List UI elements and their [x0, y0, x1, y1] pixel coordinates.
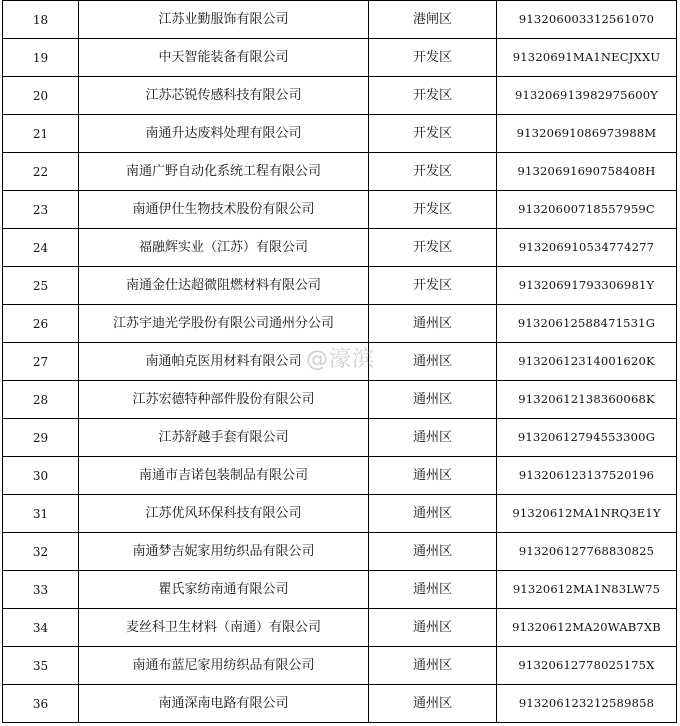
district-cell: 通州区	[369, 343, 497, 381]
row-number-cell: 26	[3, 305, 79, 343]
row-number-cell: 19	[3, 39, 79, 77]
row-number-cell: 18	[3, 1, 79, 39]
table-row	[3, 571, 677, 609]
district-cell: 通州区	[369, 533, 497, 571]
district-cell: 通州区	[369, 381, 497, 419]
company-name-cell: 中天智能装备有限公司	[79, 39, 369, 77]
table-row	[3, 495, 677, 533]
table-row	[3, 305, 677, 343]
district-cell: 通州区	[369, 685, 497, 723]
company-name-cell: 江苏业勤服饰有限公司	[79, 1, 369, 39]
company-name-cell: 南通深南电路有限公司	[79, 685, 369, 723]
company-name-cell: 福融辉实业（江苏）有限公司	[79, 229, 369, 267]
row-number-cell: 35	[3, 647, 79, 685]
table-row	[3, 685, 677, 723]
credit-code-cell: 91320612314001620K	[497, 343, 677, 381]
district-cell: 开发区	[369, 191, 497, 229]
row-number-cell: 34	[3, 609, 79, 647]
credit-code-cell: 91320612MA1N83LW75	[497, 571, 677, 609]
watermark: @濠滨	[306, 347, 376, 372]
district-cell: 开发区	[369, 115, 497, 153]
table-row	[3, 115, 677, 153]
table-row	[3, 267, 677, 305]
company-name-cell: 江苏宇迪光学股份有限公司通州分公司	[79, 305, 369, 343]
company-name-cell: 江苏宏德特种部件股份有限公司	[79, 381, 369, 419]
table-row	[3, 457, 677, 495]
district-cell: 通州区	[369, 305, 497, 343]
credit-code-cell: 913206003312561070	[497, 1, 677, 39]
company-name-cell: 江苏芯锐传感科技有限公司	[79, 77, 369, 115]
row-number-cell: 21	[3, 115, 79, 153]
district-cell: 港闸区	[369, 1, 497, 39]
table-row	[3, 77, 677, 115]
credit-code-cell: 913206127768830825	[497, 533, 677, 571]
credit-code-cell: 91320691086973988M	[497, 115, 677, 153]
row-number-cell: 27	[3, 343, 79, 381]
company-table-body	[3, 1, 677, 723]
table-row	[3, 191, 677, 229]
credit-code-cell: 91320612794553300G	[497, 419, 677, 457]
district-cell: 开发区	[369, 153, 497, 191]
table-row	[3, 533, 677, 571]
district-cell: 通州区	[369, 419, 497, 457]
district-cell: 通州区	[369, 609, 497, 647]
company-name-cell: 麦丝科卫生材料（南通）有限公司	[79, 609, 369, 647]
credit-code-cell: 913206123137520196	[497, 457, 677, 495]
row-number-cell: 23	[3, 191, 79, 229]
credit-code-cell: 91320612778025175X	[497, 647, 677, 685]
company-name-cell: 南通帕克医用材料有限公司	[79, 343, 369, 381]
credit-code-cell: 91320600718557959C	[497, 191, 677, 229]
credit-code-cell: 913206123212589858	[497, 685, 677, 723]
company-name-cell: 南通伊仕生物技术股份有限公司	[79, 191, 369, 229]
district-cell: 通州区	[369, 457, 497, 495]
credit-code-cell: 91320691MA1NECJXXU	[497, 39, 677, 77]
district-cell: 通州区	[369, 647, 497, 685]
company-table	[2, 0, 677, 723]
row-number-cell: 31	[3, 495, 79, 533]
district-cell: 开发区	[369, 267, 497, 305]
table-row	[3, 343, 677, 381]
credit-code-cell: 91320612138360068K	[497, 381, 677, 419]
table-row	[3, 381, 677, 419]
credit-code-cell: 91320691690758408H	[497, 153, 677, 191]
table-row	[3, 39, 677, 77]
company-name-cell: 南通金仕达超微阻燃材料有限公司	[79, 267, 369, 305]
credit-code-cell: 913206913982975600Y	[497, 77, 677, 115]
row-number-cell: 22	[3, 153, 79, 191]
row-number-cell: 30	[3, 457, 79, 495]
district-cell: 开发区	[369, 229, 497, 267]
company-name-cell: 江苏舒越手套有限公司	[79, 419, 369, 457]
credit-code-cell: 91320612MA1NRQ3E1Y	[497, 495, 677, 533]
row-number-cell: 32	[3, 533, 79, 571]
table-row	[3, 419, 677, 457]
district-cell: 开发区	[369, 39, 497, 77]
table-row	[3, 1, 677, 39]
credit-code-cell: 91320612MA20WAB7XB	[497, 609, 677, 647]
district-cell: 开发区	[369, 77, 497, 115]
company-name-cell: 南通升达废料处理有限公司	[79, 115, 369, 153]
table-row	[3, 153, 677, 191]
table-row	[3, 647, 677, 685]
row-number-cell: 33	[3, 571, 79, 609]
row-number-cell: 29	[3, 419, 79, 457]
row-number-cell: 25	[3, 267, 79, 305]
credit-code-cell: 913206910534774277	[497, 229, 677, 267]
table-row	[3, 609, 677, 647]
company-name-cell: 瞿氏家纺南通有限公司	[79, 571, 369, 609]
row-number-cell: 28	[3, 381, 79, 419]
credit-code-cell: 91320691793306981Y	[497, 267, 677, 305]
company-name-cell: 南通广野自动化系统工程有限公司	[79, 153, 369, 191]
row-number-cell: 36	[3, 685, 79, 723]
company-name-cell: 南通布蓝尼家用纺织品有限公司	[79, 647, 369, 685]
district-cell: 通州区	[369, 495, 497, 533]
company-name-cell: 南通市吉诺包装制品有限公司	[79, 457, 369, 495]
credit-code-cell: 91320612588471531G	[497, 305, 677, 343]
row-number-cell: 24	[3, 229, 79, 267]
company-name-cell: 南通梦吉妮家用纺织品有限公司	[79, 533, 369, 571]
company-name-cell: 江苏优风环保科技有限公司	[79, 495, 369, 533]
row-number-cell: 20	[3, 77, 79, 115]
table-row	[3, 229, 677, 267]
district-cell: 通州区	[369, 571, 497, 609]
